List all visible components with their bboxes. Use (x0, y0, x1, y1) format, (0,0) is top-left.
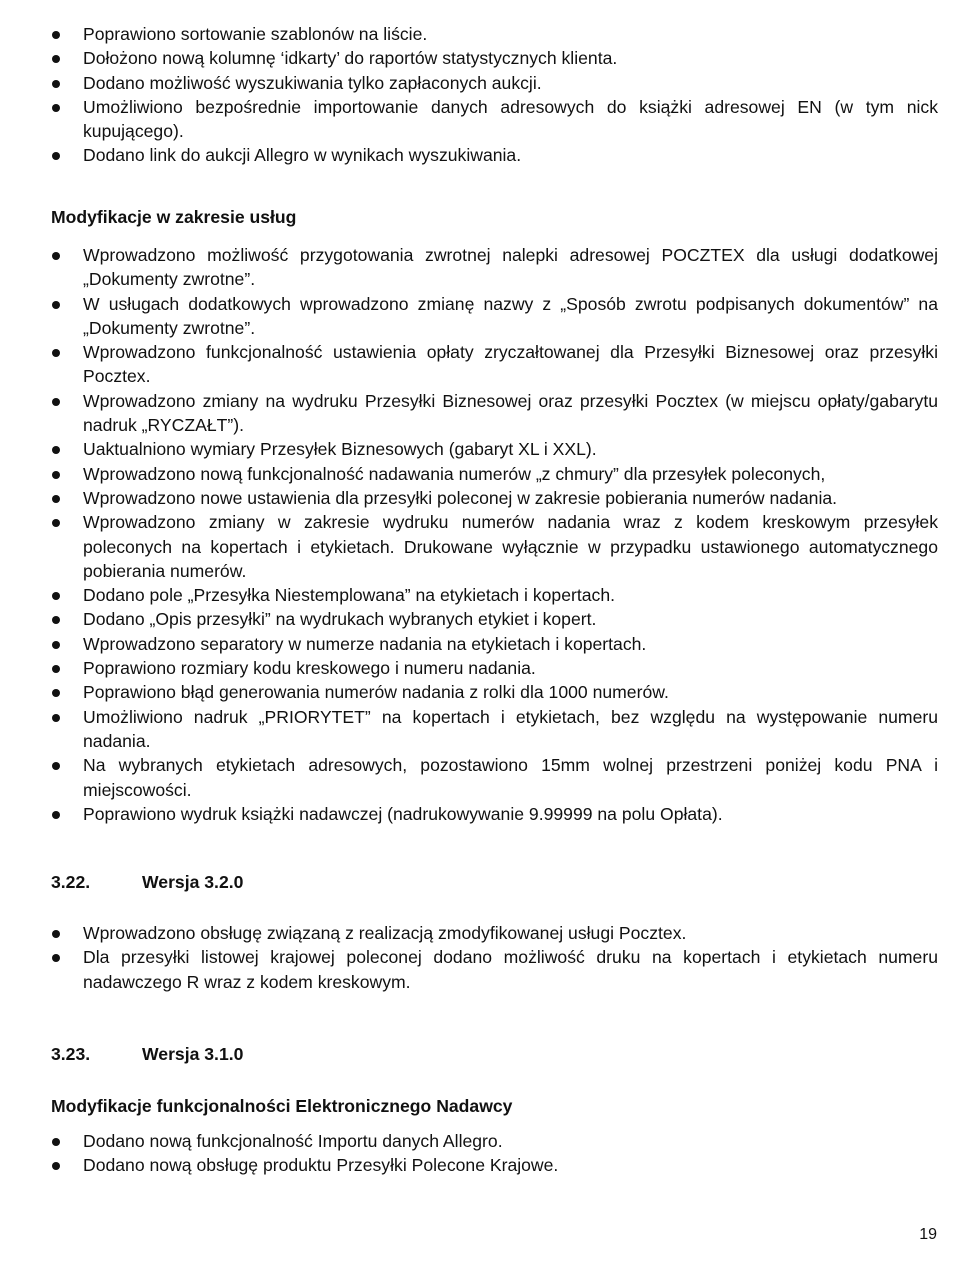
list-item: Wprowadzono nowe ustawienia dla przesyłki poleconej w zakresie pobierania numerów nadania. (0, 486, 938, 510)
list-item: Dodano pole „Przesyłka Niestemplowana” na etykietach i kopertach. (0, 583, 938, 607)
list-item: Wprowadzono funkcjonalność ustawienia opłaty zryczałtowanej dla Przesyłki Biznesowej oraz przesyłki Pocztex. (0, 340, 938, 389)
page-number: 19 (919, 1226, 937, 1243)
list-item: Poprawiono rozmiary kodu kreskowego i numeru nadania. (0, 656, 938, 680)
list-item: Dodano „Opis przesyłki” na wydrukach wybranych etykiet i kopert. (0, 607, 938, 631)
list-item: Na wybranych etykietach adresowych, pozostawiono 15mm wolnej przestrzeni poniżej kodu PNA i miejscowości. (0, 753, 938, 802)
list-item: Poprawiono wydruk książki nadawczej (nadrukowywanie 9.99999 na polu Opłata). (0, 802, 938, 826)
list-item: Umożliwiono bezpośrednie importowanie danych adresowych do książki adresowej EN (w tym nick kupującego). (0, 95, 938, 144)
list-item: Wprowadzono nową funkcjonalność nadawania numerów „z chmury” dla przesyłek poleconych, (0, 462, 938, 486)
list-item: Poprawiono błąd generowania numerów nadania z rolki dla 1000 numerów. (0, 680, 938, 704)
section-title: Wersja 3.1.0 (142, 1044, 244, 1064)
list-item: Dodano nową obsługę produktu Przesyłki Polecone Krajowe. (0, 1153, 938, 1177)
list-item: Dodano nową funkcjonalność Importu danych Allegro. (0, 1129, 938, 1153)
list-item: Wprowadzono zmiany na wydruku Przesyłki Biznesowej oraz przesyłki Pocztex (w miejscu opłaty/gabarytu nadruk „RYCZAŁT”). (0, 389, 938, 438)
list-item: W usługach dodatkowych wprowadzono zmianę nazwy z „Sposób zwrotu podpisanych dokumentów” na „Dokumenty zwrotne”. (0, 292, 938, 341)
changes-list-top (0, 22, 938, 168)
list-item: Wprowadzono możliwość przygotowania zwrotnej nalepki adresowej POCZTEX dla usługi dodatkowej „Dokumenty zwrotne”. (0, 243, 938, 292)
changes-list-323 (0, 1129, 938, 1178)
services-heading: Modyfikacje w zakresie usług (51, 207, 297, 227)
list-item: Poprawiono sortowanie szablonów na liście. (0, 22, 938, 46)
list-item: Dla przesyłki listowej krajowej poleconej dodano możliwość druku na kopertach i etykietach numeru nadawczego R wraz z kodem kreskowym. (0, 945, 938, 994)
list-item: Wprowadzono obsługę związaną z realizacją zmodyfikowanej usługi Pocztex. (0, 921, 938, 945)
list-item: Dodano możliwość wyszukiwania tylko zapłaconych aukcji. (0, 71, 938, 95)
list-item: Uaktualniono wymiary Przesyłek Biznesowych (gabaryt XL i XXL). (0, 437, 938, 461)
list-item: Dodano link do aukcji Allegro w wynikach wyszukiwania. (0, 143, 938, 167)
changes-list-services (0, 243, 938, 826)
list-item: Wprowadzono separatory w numerze nadania na etykietach i kopertach. (0, 632, 938, 656)
section-heading-322 (51, 870, 243, 894)
section-title: Wersja 3.2.0 (142, 872, 244, 892)
section-heading-323 (51, 1042, 243, 1066)
section-number: 3.23. (51, 1044, 91, 1064)
section-number: 3.22. (51, 872, 91, 892)
changes-list-322 (0, 921, 938, 994)
en-heading: Modyfikacje funkcjonalności Elektronicznego Nadawcy (51, 1096, 513, 1116)
list-item: Dołożono nową kolumnę ‘idkarty’ do raportów statystycznych klienta. (0, 46, 938, 70)
list-item: Umożliwiono nadruk „PRIORYTET” na kopertach i etykietach, bez względu na występowanie numeru nadania. (0, 705, 938, 754)
list-item: Wprowadzono zmiany w zakresie wydruku numerów nadania wraz z kodem kreskowym przesyłek poleconych na kopertach i etykietach. Drukowane wyłącznie w przypadku ustawionego automatycznego pobierania numerów. (0, 510, 938, 583)
